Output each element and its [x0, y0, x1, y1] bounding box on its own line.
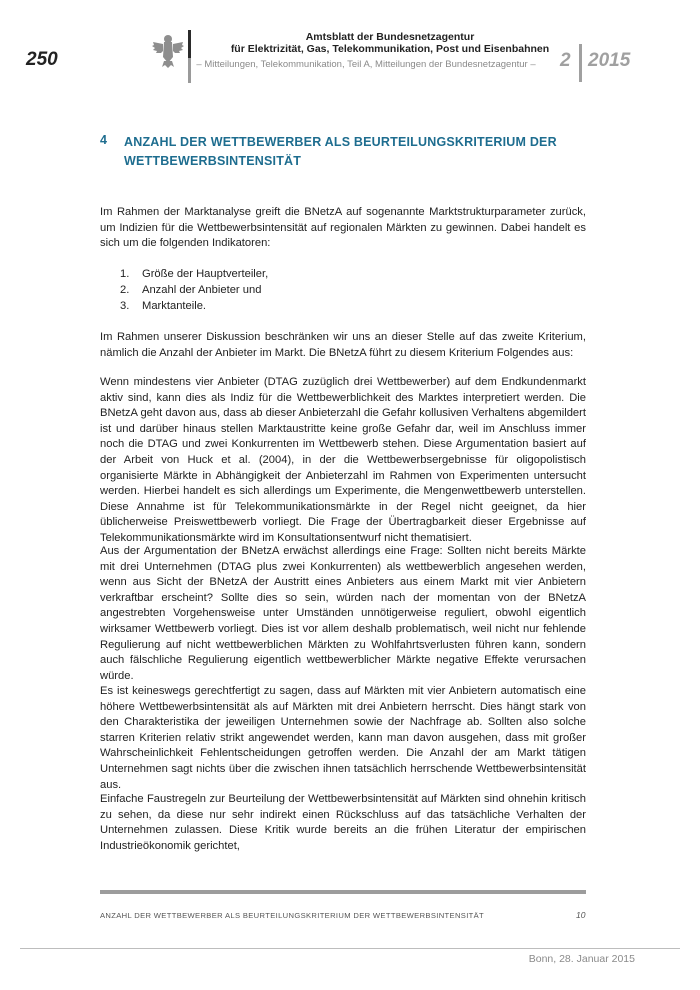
- publication-date: Bonn, 28. Januar 2015: [528, 953, 635, 965]
- document-page-number: 10: [576, 910, 586, 920]
- list-item-text: Anzahl der Anbieter und: [142, 284, 262, 296]
- page-number: 250: [26, 49, 58, 70]
- section-title: ANZAHL DER WETTBEWERBER ALS BEURTEILUNGSKRITERIUM DER WETTBEWERBSINTENSITÄT: [124, 135, 557, 168]
- paragraph-text: Im Rahmen unserer Diskussion beschränken wir uns an dieser Stelle auf das zweite Kriterium, nämlich die Anzahl der Anbieter im Markt. Die BNetzA führt zu diesem Kriterium Folgendes aus:: [100, 331, 586, 359]
- issue-divider: [579, 44, 582, 82]
- paragraph-text: Im Rahmen der Marktanalyse greift die BNetzA auf sogenannte Marktstrukturparameter zurück, um Indizien für die Wettbewerbsintensität auf regionalen Märkten zu gewinnen. Dabei handelt es sich um die folgenden Indikatoren:: [100, 206, 586, 250]
- paragraph: [100, 375, 586, 547]
- paragraph-text: Wenn mindestens vier Anbieter (DTAG zuzüglich drei Wettbewerber) auf dem Endkundenmarkt aktiv sind, kann dies als Indiz für die Wettbewerblichkeit des Marktes interpretiert werden. Die BNetzA geht davon aus, dass ab dieser Anbieterzahl die Gefahr kollusiven Verhaltens abgemildert ist und darüber hinaus stellen Marktaustritte keine große Gefahr dar, weil im Anschluss immer noch die DTAG und zwei Konkurrenten im Wettbewerb stehen. Diese Argumentation basiert auf der Arbeit von Huck et al. (2004), in der die Wettbewerbsergebnisse für oligopolistisch organisierte Märkte in Abhängigkeit der Anbieterzahl im Rahmen von Experimenten untersucht werden. Hierbei handelt es sich allerdings um Experimente, die Mengenwettbewerb unterstellen. Diese Annahme ist für Telekommunikationsmärkte in der Regel nicht geeignet, da hier üblicherweise Preiswettbewerb vorliegt. Die Frage der Übertragbarkeit dieser Ergebnisse auf Telekommunikationsmärkte wird im Konsultationsentwurf nicht thematisiert.: [100, 376, 586, 544]
- list-item: [120, 266, 268, 282]
- journal-section-line: – Mitteilungen, Telekommunikation, Teil A, Mitteilungen der Bundesnetzagentur –: [196, 59, 536, 70]
- paragraph-text: Aus der Argumentation der BNetzA erwächst allerdings eine Frage: Sollten nicht bereits Märkte mit drei Unternehmen (DTAG plus zwei Konkurrenten) als wettbewerblich angesehen werden, wenn aus Sicht der BNetzA der Austritt eines Anbieters aus einem Markt mit vier Anbietern verkraftbar erscheint? Sollte dies so sein, würden nach der momentan von der BNetzA angestrebten Vorgehensweise unter Umständen unnötigerweise reguliert, obwohl eigentlich wirksamer Wettbewerb vorliegt. Dies ist vor allem deshalb problematisch, weil nicht nur fehlende Regulierung auf nicht wettbewerblichen Märkten zu Wohlfahrtsverlusten führen kann, sondern auch fälschliche Regulierung eigentlich wettbewerblicher Märkte negative Effekte verursachen würde.: [100, 545, 586, 682]
- list-item-number: 1.: [120, 268, 130, 280]
- list-item-text: Marktanteile.: [142, 300, 207, 312]
- issue-year: 2015: [588, 50, 631, 71]
- paragraph: [100, 684, 586, 793]
- journal-title: Amtsblatt der Bundesnetzagentur: [305, 31, 475, 43]
- footer-rule: [100, 890, 586, 894]
- paragraph: [100, 544, 586, 684]
- paragraph: [100, 792, 586, 854]
- running-title: ANZAHL DER WETTBEWERBER ALS BEURTEILUNGSKRITERIUM DER WETTBEWERBSINTENSITÄT: [100, 911, 485, 920]
- paragraph-text: Es ist keineswegs gerechtfertigt zu sagen, dass auf Märkten mit vier Anbietern automatisch eine höhere Wettbewerbsintensität als auf Märkten mit drei Anbietern herrscht. Dies hängt stark von den Charakteristika der jeweiligen Unternehmen sowie der Nachfrage ab. Sollten also solche starren Kriterien relativ strikt angewendet werden, kann man davon ausgehen, dass mit großer Wahrscheinlichkeit Fehlentscheidungen getroffen werden. Die Anzahl der am Markt tätigen Unternehmen sagt nichts über die zwischen ihnen tatsächlich herrschende Wettbewerbsintensität aus.: [100, 685, 586, 791]
- paragraph-text: Einfache Faustregeln zur Beurteilung der Wettbewerbsintensität auf Märkten sind ohnehin kritisch zu sehen, da diese nur sehr indirekt einen Rückschluss auf das tatsächliche Verhalten der Unternehmen zulassen. Diese Kritik wurde bereits an die frühen Literatur der empirischen Industrieökonomik gerichtet,: [100, 793, 586, 852]
- section-number: 4: [100, 133, 107, 147]
- list-item-number: 3.: [120, 300, 130, 312]
- list-item-text: Größe der Hauptverteiler,: [142, 268, 269, 280]
- paragraph: [100, 205, 586, 252]
- issue-number: 2: [560, 50, 571, 71]
- list-item: [120, 298, 268, 314]
- paragraph: [100, 330, 586, 361]
- journal-subtitle: für Elektrizität, Gas, Telekommunikation, Post und Eisenbahnen: [230, 43, 550, 55]
- list-item: [120, 282, 268, 298]
- indicator-list: [120, 266, 268, 314]
- list-item-number: 2.: [120, 284, 130, 296]
- page-bottom-rule: [20, 948, 680, 949]
